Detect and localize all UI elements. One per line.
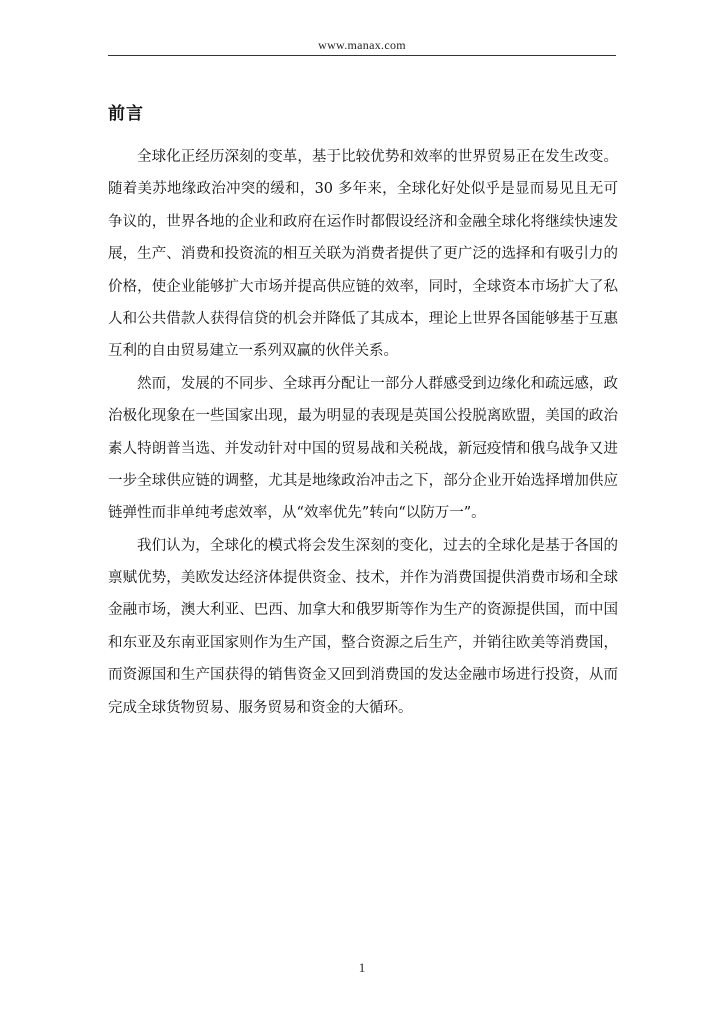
- paragraph-line: 全球化正经历深刻的变革，基于比较优势和效率的世界贸易正在发生改变。: [137, 149, 618, 165]
- paragraph-line: 互利的自由贸易建立一系列双赢的伙伴关系。: [108, 343, 398, 360]
- paragraph-3: [108, 530, 618, 724]
- paragraph-line: 素人特朗普当选、并发动针对中国的贸易战和关税战，新冠疫情和俄乌战争又进: [108, 440, 618, 457]
- page-number: 1: [358, 960, 366, 975]
- paragraph-2: [108, 368, 618, 530]
- paragraph-line: 链弹性而非单纯考虑效率，从“效率优先”转向“以防万一”。: [108, 505, 486, 522]
- paragraph-line: 金融市场，澳大利亚、巴西、加拿大和俄罗斯等作为生产的资源提供国，而中国: [108, 602, 618, 619]
- paragraph-line: 我们认为，全球化的模式将会发生深刻的变化，过去的全球化是基于各国的: [137, 537, 618, 554]
- paragraph-line: 治极化现象在一些国家出现，最为明显的表现是英国公投脱离欧盟，美国的政治: [108, 408, 618, 425]
- paragraph-line: 展，生产、消费和投资流的相互关联为消费者提供了更广泛的选择和有吸引力的: [108, 246, 618, 263]
- paragraph-line: 而资源国和生产国获得的销售资金又回到消费国的发达金融市场进行投资，从而: [108, 667, 618, 684]
- paragraph-line: 完成全球货物贸易、服务贸易和资金的大循环。: [108, 699, 413, 716]
- page-title: 前言: [108, 104, 144, 124]
- paragraph-line: 价格，使企业能够扩大市场并提高供应链的效率，同时，全球资本市场扩大了私: [108, 278, 618, 295]
- paragraph-line: 一步全球供应链的调整，尤其是地缘政治冲击之下，部分企业开始选择增加供应: [108, 472, 618, 489]
- body-text: [108, 141, 618, 724]
- paragraph-line: 和东亚及东南亚国家则作为生产国，整合资源之后生产，并销往欧美等消费国，: [108, 634, 618, 651]
- header-divider: [108, 55, 616, 56]
- paragraph-line: 然而，发展的不同步、全球再分配让一部分人群感受到边缘化和疏远感，政: [137, 375, 618, 392]
- paragraph-line: 人和公共借款人获得信贷的机会并降低了其成本，理论上世界各国能够基于互惠: [108, 310, 618, 327]
- paragraph-1: [108, 141, 618, 368]
- paragraph-line: 随着美苏地缘政治冲突的缓和，30 多年来，全球化好处似乎是显而易见且无可: [108, 181, 618, 198]
- paragraph-line: 争议的，世界各地的企业和政府在运作时都假设经济和金融全球化将继续快速发: [108, 213, 618, 230]
- header-url: www.manax.com: [318, 38, 406, 52]
- paragraph-line: 禀赋优势，美欧发达经济体提供资金、技术，并作为消费国提供消费市场和全球: [108, 570, 618, 587]
